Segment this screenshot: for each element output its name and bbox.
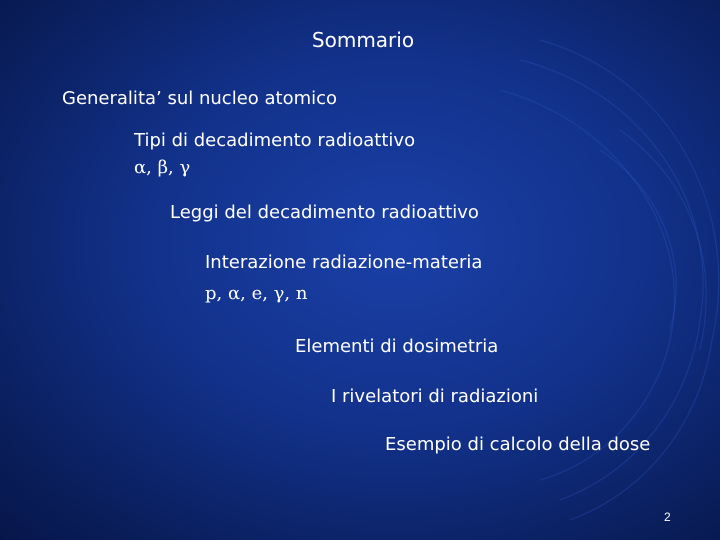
agenda-item-interazione-particles: p, α, e, γ, n — [205, 283, 308, 304]
agenda-item-rivelatori: I rivelatori di radiazioni — [331, 386, 539, 407]
agenda-item-dosimetria: Elementi di dosimetria — [295, 336, 499, 357]
slide-title: Sommario — [311, 28, 415, 52]
agenda-item-tipi-decadimento: Tipi di decadimento radioattivo — [134, 130, 416, 151]
page-number: 2 — [664, 510, 671, 524]
agenda-item-esempio-dose: Esempio di calcolo della dose — [385, 434, 651, 455]
agenda-item-leggi-decadimento: Leggi del decadimento radioattivo — [170, 202, 479, 223]
agenda-item-nucleo: Generalita’ sul nucleo atomico — [62, 88, 338, 109]
agenda-item-tipi-decadimento-particles: α, β, γ — [134, 157, 191, 178]
agenda-item-interazione: Interazione radiazione-materia — [205, 252, 483, 273]
